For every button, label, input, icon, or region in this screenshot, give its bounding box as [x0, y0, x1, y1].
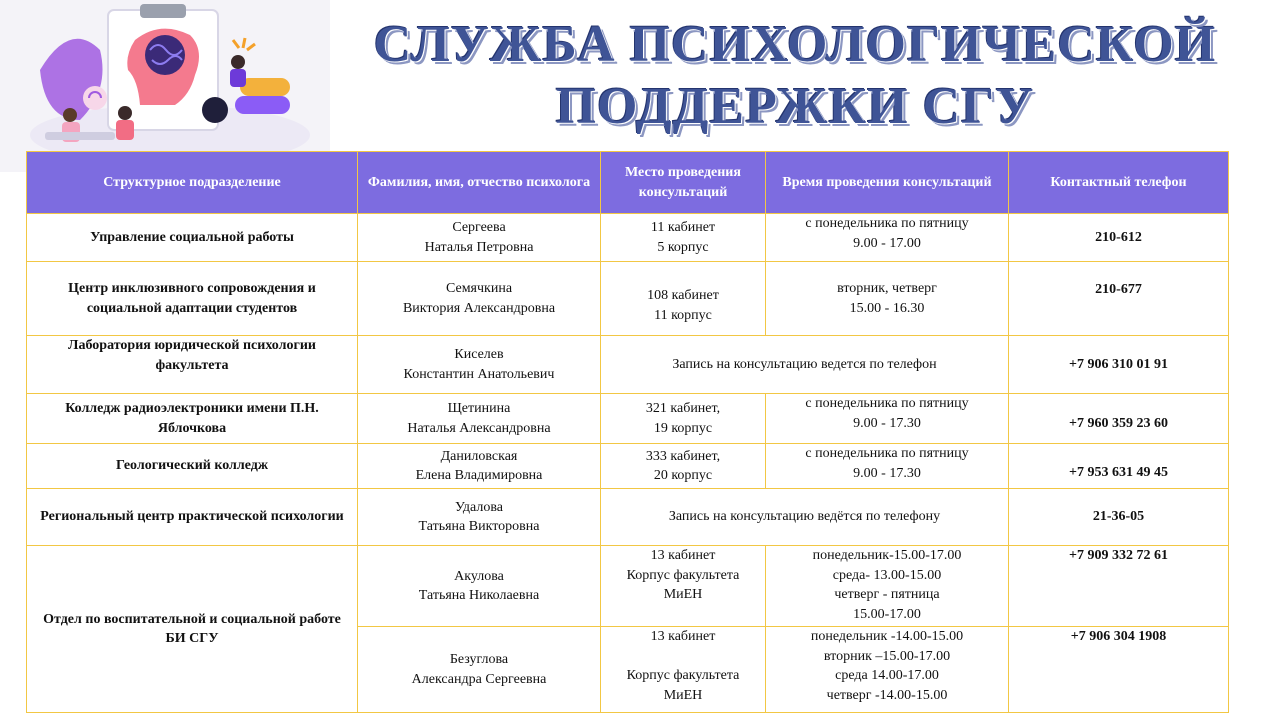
psychologist-cell [358, 546, 601, 627]
page-title-line-2: ПОДДЕРЖКИ СГУ [555, 78, 1035, 135]
psychologist-cell [358, 394, 601, 444]
surname: Семячкина [445, 281, 513, 296]
dept-cell: Отдел по воспитательной и социальной работе БИ СГУ [27, 546, 358, 713]
building: 11 корпус [654, 307, 712, 323]
room: 11 кабинет [650, 220, 716, 235]
psychologist-cell [358, 627, 601, 713]
first-names: Александра Сергеевна [411, 671, 547, 687]
hours: 9.00 - 17.30 [853, 415, 921, 431]
building: Корпус факультета [626, 567, 740, 583]
dept-cell: Лаборатория юридической психологии факультета [27, 336, 358, 394]
time-cell [766, 262, 1009, 336]
building: 19 корпус [653, 420, 713, 436]
surname: Щетинина [447, 401, 511, 416]
building: 20 корпус [653, 468, 713, 483]
place-cell [601, 214, 766, 262]
page-title [345, 14, 1245, 138]
time-cell [766, 546, 1009, 627]
time-cell [766, 627, 1009, 713]
phone-cell: +7 953 631 49 45 [1009, 444, 1229, 489]
schedule-line: четверг - пятница [834, 587, 940, 602]
room: 13 кабинет [650, 629, 716, 644]
surname: Сергеева [452, 220, 506, 235]
days: вторник, четверг [837, 281, 937, 296]
time-cell [766, 214, 1009, 262]
first-names: Елена Владимировна [415, 468, 543, 483]
booking-note-cell: Запись на консультацию ведется по телефон [601, 336, 1009, 394]
room: 321 кабинет, [645, 401, 721, 416]
header-phone: Контактный телефон [1009, 152, 1229, 214]
table-row [27, 489, 1229, 546]
phone-cell: 21-36-05 [1009, 489, 1229, 546]
schedule-line: вторник –15.00-17.00 [823, 648, 951, 664]
hours: 15.00 - 16.30 [849, 300, 925, 316]
place-cell [601, 546, 766, 627]
time-cell [766, 394, 1009, 444]
place-cell [601, 444, 766, 489]
phone-cell: 210-612 [1009, 214, 1229, 262]
first-names: Наталья Петровна [424, 239, 534, 255]
schedule-line: среда- 13.00-15.00 [832, 567, 942, 583]
first-names: Наталья Александровна [407, 420, 551, 436]
room: 333 кабинет, [645, 448, 721, 464]
dept-cell: Управление социальной работы [27, 214, 358, 262]
surname: Удалова [454, 499, 504, 515]
dept-cell: Колледж радиоэлектроники имени П.Н. Яблочкова [27, 394, 358, 444]
hours: 9.00 - 17.30 [853, 465, 921, 481]
psychology-illustration-graphic [0, 0, 330, 172]
booking-note-cell: Запись на консультацию ведётся по телефону [601, 489, 1009, 546]
header-place: Место проведения консультаций [601, 152, 766, 214]
consultation-schedule-table [26, 151, 1229, 713]
schedule-line: понедельник -14.00-15.00 [810, 629, 964, 644]
phone-cell: +7 909 332 72 61 [1009, 546, 1229, 627]
table-header-row [27, 152, 1229, 214]
psychologist-cell [358, 214, 601, 262]
phone-cell: 210-677 [1009, 262, 1229, 336]
psychologist-cell [358, 262, 601, 336]
place-cell [601, 627, 766, 713]
time-cell [766, 444, 1009, 489]
phone-cell: +7 960 359 23 60 [1009, 394, 1229, 444]
first-names: Константин Анатольевич [403, 366, 555, 382]
first-names: Татьяна Николаевна [418, 588, 540, 603]
spacer [607, 647, 759, 667]
place-cell [601, 262, 766, 336]
room: 13 кабинет [650, 548, 716, 563]
psychologist-cell [358, 444, 601, 489]
first-names: Татьяна Викторовна [418, 519, 540, 534]
schedule-line: четверг -14.00-15.00 [826, 687, 948, 703]
header-time: Время проведения консультаций [766, 152, 1009, 214]
psychologist-cell [358, 489, 601, 546]
table-row [27, 394, 1229, 444]
days: с понедельника по пятницу [805, 396, 969, 411]
place-cell [601, 394, 766, 444]
first-names: Виктория Александровна [402, 300, 556, 316]
days: с понедельника по пятницу [805, 446, 969, 461]
schedule-line: понедельник-15.00-17.00 [812, 548, 962, 563]
dept-cell: Региональный центр практической психологии [27, 489, 358, 546]
page-title-line-1: СЛУЖБА ПСИХОЛОГИЧЕСКОЙ [373, 16, 1217, 73]
hours: 9.00 - 17.00 [853, 235, 921, 251]
dept-cell: Центр инклюзивного сопровождения и социальной адаптации студентов [27, 262, 358, 336]
faculty: МиЕН [663, 587, 703, 602]
psychology-illustration [0, 0, 330, 172]
days: с понедельника по пятницу [805, 216, 969, 231]
schedule-line: 15.00-17.00 [853, 606, 921, 622]
room: 108 кабинет [647, 288, 719, 303]
building: 5 корпус [657, 239, 709, 255]
dept-cell: Геологический колледж [27, 444, 358, 489]
table-row [27, 336, 1229, 394]
phone-cell: +7 906 310 01 91 [1009, 336, 1229, 394]
surname: Безуглова [449, 652, 509, 667]
schedule-line: среда 14.00-17.00 [835, 668, 939, 683]
surname: Акулова [454, 568, 504, 584]
psychologist-cell [358, 336, 601, 394]
table-row [27, 546, 1229, 627]
surname: Даниловская [440, 448, 518, 464]
faculty: МиЕН [663, 687, 703, 703]
table-row [27, 444, 1229, 489]
table-row [27, 214, 1229, 262]
header-dept: Структурное подразделение [27, 152, 358, 214]
header-name: Фамилия, имя, отчество психолога [358, 152, 601, 214]
phone-cell: +7 906 304 1908 [1009, 627, 1229, 713]
surname: Киселев [454, 347, 504, 362]
building: Корпус факультета [626, 668, 740, 683]
table-row [27, 262, 1229, 336]
